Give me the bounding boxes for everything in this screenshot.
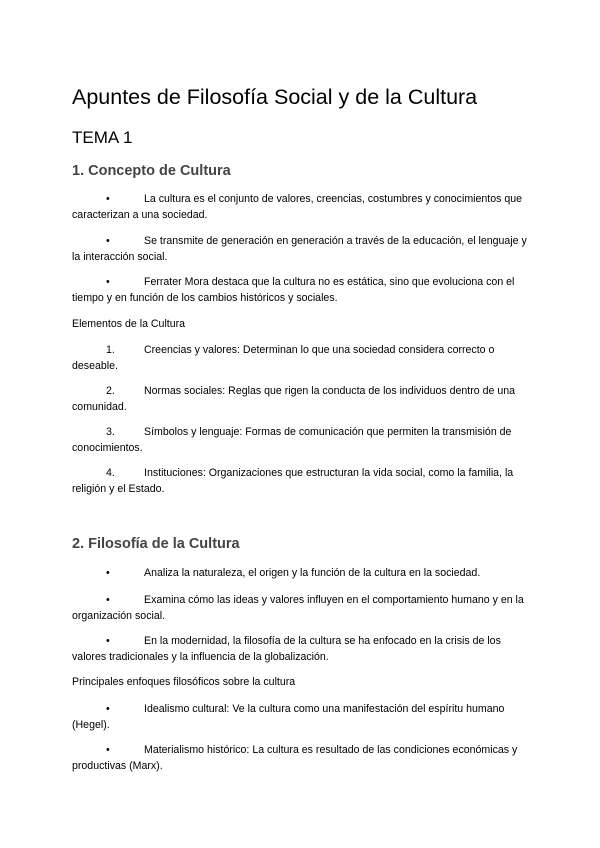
numbered-item-text: Instituciones: Organizaciones que estructuran la vida social, como la familia, la religión y el Estado. — [72, 467, 514, 495]
list-item — [72, 634, 528, 665]
numbered-item-text: Símbolos y lenguaje: Formas de comunicación que permiten la transmisión de conocimientos. — [72, 426, 512, 454]
numbered-item-text: Normas sociales: Reglas que rigen la conducta de los individuos dentro de una comunidad. — [72, 385, 516, 413]
bullet-marker: • — [106, 567, 110, 579]
list-item-text: La cultura es el conjunto de valores, creencias, costumbres y conocimientos que caracterizan a una sociedad. — [72, 193, 523, 221]
numbered-item — [72, 466, 528, 497]
list-item — [72, 743, 528, 774]
section-2-heading: 2. Filosofía de la Cultura — [72, 536, 240, 552]
numbered-item-text: Creencias y valores: Determinan lo que una sociedad considera correcto o deseable. — [72, 344, 495, 372]
bullet-marker: • — [106, 744, 110, 756]
bullet-marker: • — [106, 193, 110, 205]
section-1-heading: 1. Concepto de Cultura — [72, 163, 231, 179]
list-item-text: Ferrater Mora destaca que la cultura no es estática, sino que evoluciona con el tiempo y en función de los cambios históricos y sociales. — [72, 276, 515, 304]
list-item — [72, 593, 528, 624]
section-2-subheading: Principales enfoques filosóficos sobre la cultura — [72, 676, 296, 688]
list-item-text: Examina cómo las ideas y valores influyen en el comportamiento humano y en la organización social. — [72, 594, 524, 622]
bullet-marker: • — [106, 276, 110, 288]
numbered-item — [72, 384, 528, 415]
numbered-item — [72, 343, 528, 374]
list-item — [72, 234, 528, 265]
topic-heading: TEMA 1 — [72, 128, 133, 147]
bullet-marker: • — [106, 594, 110, 606]
bullet-marker: • — [106, 635, 110, 647]
list-item-text: Idealismo cultural: Ve la cultura como una manifestación del espíritu humano (Hegel). — [72, 703, 505, 731]
list-item-text: Materialismo histórico: La cultura es resultado de las condiciones económicas y productivas (Marx). — [72, 744, 518, 772]
item-number: 2. — [106, 385, 115, 397]
list-item — [72, 192, 528, 223]
numbered-item — [72, 425, 528, 456]
bullet-marker: • — [106, 703, 110, 715]
item-number: 4. — [106, 467, 115, 479]
section-1-subheading: Elementos de la Cultura — [72, 318, 186, 330]
document-title: Apuntes de Filosofía Social y de la Cultura — [72, 85, 478, 109]
item-number: 1. — [106, 344, 115, 356]
list-item-text: En la modernidad, la filosofía de la cultura se ha enfocado en la crisis de los valores tradicionales y la influencia de la globalización. — [72, 635, 501, 663]
list-item-text: Se transmite de generación en generación a través de la educación, el lenguaje y la interacción social. — [72, 235, 527, 263]
list-item-text: Analiza la naturaleza, el origen y la función de la cultura en la sociedad. — [144, 567, 481, 579]
item-number: 3. — [106, 426, 115, 438]
list-item — [72, 275, 528, 306]
bullet-marker: • — [106, 235, 110, 247]
list-item — [72, 702, 528, 733]
list-item — [72, 566, 528, 582]
